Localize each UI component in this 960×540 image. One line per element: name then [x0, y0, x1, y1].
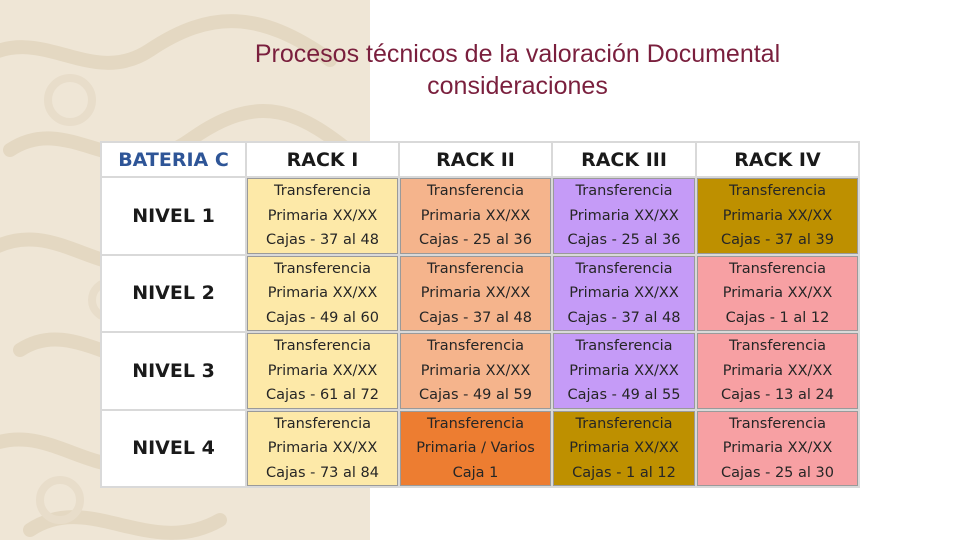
- cell-primary-range: Primaria XX/XX: [267, 285, 378, 301]
- cell-primary-range: Primaria XX/XX: [569, 440, 679, 456]
- cell-box-range: Cajas - 49 al 59: [419, 387, 532, 403]
- cell-transfer-type: Transferencia: [575, 338, 673, 354]
- rack-cell: [247, 411, 398, 487]
- rack-cell: [247, 333, 398, 409]
- cell-transfer-type: Transferencia: [729, 415, 826, 432]
- column-header-rack-4: RACK IV: [697, 143, 858, 176]
- cell-transfer-type: Transferencia: [575, 260, 673, 277]
- cell-primary-range: Primaria XX/XX: [267, 440, 378, 456]
- cell-primary-range: Primaria XX/XX: [420, 207, 531, 224]
- rack-cell: [553, 256, 695, 332]
- table-row: [102, 411, 858, 487]
- cell-box-range: Cajas - 1 al 12: [725, 309, 830, 326]
- cell-box-range: Cajas - 61 al 72: [266, 387, 379, 403]
- cell-box-range: Cajas - 37 al 48: [419, 309, 532, 326]
- cell-transfer-type: Transferencia: [427, 338, 524, 354]
- rack-cell: [553, 333, 695, 409]
- cell-box-range: Cajas - 25 al 30: [721, 464, 834, 481]
- title-line-1: Procesos técnicos de la valoración Documental: [254, 40, 781, 68]
- cell-primary-range: Primaria XX/XX: [569, 285, 679, 301]
- table-row: [102, 178, 858, 254]
- table-body: [102, 178, 858, 486]
- rack-cell: [697, 256, 858, 332]
- cell-transfer-type: Transferencia: [729, 260, 826, 277]
- cell-transfer-type: Transferencia: [274, 415, 371, 432]
- cell-primary-range: Primaria XX/XX: [420, 285, 531, 301]
- cell-primary-range: Primaria XX/XX: [420, 362, 531, 379]
- rack-cell: [400, 333, 551, 409]
- cell-transfer-type: Transferencia: [729, 338, 826, 354]
- cell-box-range: Cajas - 1 al 12: [572, 464, 676, 481]
- cell-primary-range: Primaria / Varios: [416, 440, 535, 456]
- rack-table: [100, 141, 860, 488]
- cell-transfer-type: Transferencia: [274, 260, 371, 277]
- rack-cell: [697, 411, 858, 487]
- cell-primary-range: Primaria XX/XX: [267, 207, 378, 224]
- cell-transfer-type: Transferencia: [575, 183, 673, 199]
- battery-label: BATERIA C: [102, 143, 245, 176]
- cell-box-range: Cajas - 73 al 84: [266, 464, 379, 481]
- cell-box-range: Cajas - 37 al 48: [567, 309, 681, 326]
- level-label: NIVEL 1: [102, 178, 245, 254]
- rack-cell: [247, 178, 398, 254]
- cell-primary-range: Primaria XX/XX: [569, 362, 679, 379]
- rack-cell: [400, 178, 551, 254]
- table-row: [102, 256, 858, 332]
- cell-primary-range: Primaria XX/XX: [722, 285, 833, 301]
- cell-primary-range: Primaria XX/XX: [722, 207, 833, 224]
- cell-transfer-type: Transferencia: [427, 260, 524, 277]
- cell-primary-range: Primaria XX/XX: [569, 207, 679, 224]
- cell-box-range: Caja 1: [452, 464, 499, 481]
- cell-box-range: Cajas - 25 al 36: [567, 232, 681, 248]
- cell-primary-range: Primaria XX/XX: [722, 362, 833, 379]
- cell-transfer-type: Transferencia: [575, 415, 673, 432]
- cell-transfer-type: Transferencia: [427, 415, 524, 432]
- column-header-rack-2: RACK II: [400, 143, 551, 176]
- level-label: NIVEL 4: [102, 411, 245, 487]
- rack-table-container: [100, 141, 860, 481]
- level-label: NIVEL 3: [102, 333, 245, 409]
- cell-box-range: Cajas - 49 al 55: [567, 387, 681, 403]
- column-header-rack-1: RACK I: [247, 143, 398, 176]
- rack-cell: [697, 333, 858, 409]
- rack-cell: [553, 411, 695, 487]
- cell-box-range: Cajas - 49 al 60: [266, 309, 379, 326]
- cell-box-range: Cajas - 37 al 39: [721, 232, 834, 248]
- level-label: NIVEL 2: [102, 256, 245, 332]
- rack-cell: [697, 178, 858, 254]
- table-header-row: [102, 143, 858, 176]
- rack-cell: [247, 256, 398, 332]
- cell-transfer-type: Transferencia: [274, 338, 371, 354]
- cell-box-range: Cajas - 37 al 48: [266, 232, 379, 248]
- cell-primary-range: Primaria XX/XX: [267, 362, 378, 379]
- title-line-2: consideraciones: [427, 72, 608, 100]
- cell-box-range: Cajas - 25 al 36: [419, 232, 532, 248]
- cell-box-range: Cajas - 13 al 24: [721, 387, 834, 403]
- cell-transfer-type: Transferencia: [274, 183, 371, 199]
- cell-primary-range: Primaria XX/XX: [722, 440, 833, 456]
- table-row: [102, 333, 858, 409]
- column-header-rack-3: RACK III: [553, 143, 695, 176]
- cell-transfer-type: Transferencia: [729, 183, 826, 199]
- rack-cell: [400, 411, 551, 487]
- rack-cell: [553, 178, 695, 254]
- rack-cell: [400, 256, 551, 332]
- cell-transfer-type: Transferencia: [427, 183, 524, 199]
- page-title: [150, 38, 885, 102]
